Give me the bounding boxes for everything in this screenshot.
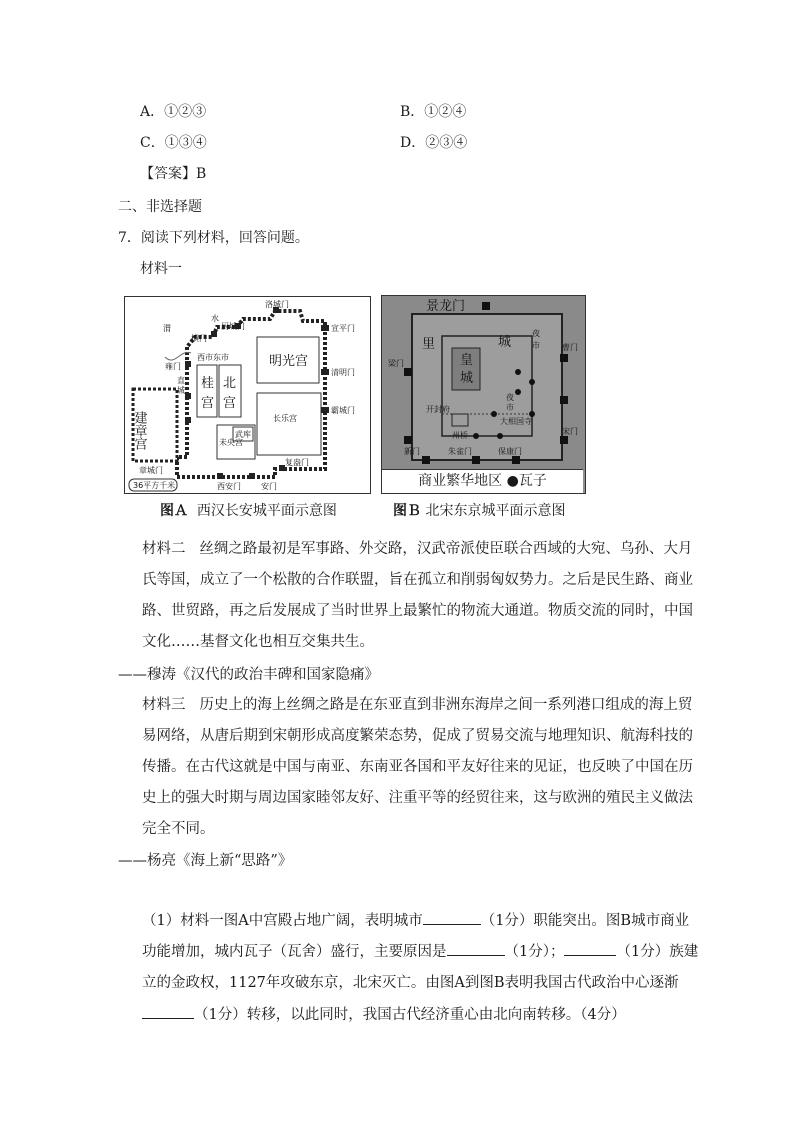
figure-a-caption-text: 西汉长安城平面示意图: [196, 503, 337, 519]
dongjing-map-svg: [382, 296, 585, 471]
label-baokang-gate: 保康门: [498, 447, 522, 456]
material-3-text-1: 历史上的海上丝绸之路是在东亚直到非洲东海岸之间一系列港口组成的海上贸: [199, 697, 693, 713]
question-1-text-2: （1分）职能突出。图B城市商业: [480, 913, 690, 929]
material-3-line-5: 完全不同。: [142, 821, 215, 837]
label-zhangcheng-gate: 章城门: [139, 466, 163, 475]
material-2-source: ——穆涛《汉代的政治丰碑和国家隐痛》: [118, 667, 379, 683]
label-anmen: 安门: [261, 482, 277, 491]
label-bei-gong: 宫: [223, 396, 237, 411]
label-wuku: 武库: [235, 430, 251, 439]
label-liang-gate: 梁门: [388, 359, 404, 368]
label-shui: 水: [211, 314, 219, 323]
figure-a-caption-letter: 图Ａ: [160, 503, 188, 519]
material-3-line-1: [142, 690, 692, 721]
question-1-line-3: 立的金政权，1127年攻破东京，北宋灭亡。由图A到图B表明我国古代政治中心逐渐: [142, 975, 679, 991]
label-cao-gate: 曹门: [562, 343, 578, 352]
label-huang-cheng: 城: [460, 371, 474, 386]
label-xian-gate: 西安门: [217, 482, 241, 491]
question-1-text-1: （1）材料一图A中宫殿占地广阔，表明城市: [142, 913, 423, 929]
label-li: 里: [422, 337, 436, 352]
label-kaifeng-fu: 开封府: [426, 405, 450, 414]
answer-blank-2[interactable]: [447, 941, 505, 956]
material-2-line-1: [142, 534, 692, 565]
answer-blank-4[interactable]: [142, 1004, 194, 1019]
material-3-source: ——杨亮《海上新“思路”》: [118, 853, 293, 869]
label-zhi: 直: [177, 376, 185, 385]
label-jianzhang-palace: 建章宫: [131, 411, 147, 450]
option-b: B．①②④: [400, 104, 467, 120]
figure-b-legend: 商业繁华地区 ●瓦子: [382, 469, 583, 493]
label-gui-gong: 宫: [201, 396, 215, 411]
question-1-text-5: （1分）族建: [616, 944, 699, 960]
label-huang: 皇: [460, 353, 474, 368]
label-fuang-gate: 复盎门: [285, 458, 309, 467]
material-2-line-3: 路、世贸路，再之后发展成了当时世界上最繁忙的物流大通道。物质交流的同时，中国: [142, 603, 693, 619]
answer-blank-1[interactable]: [423, 910, 481, 925]
material-3-line-2: 易网络，从唐后期到宋朝形成高度繁荣态势，促成了贸易交流与地理知识、航海科技的: [142, 728, 693, 744]
option-d: D．②③④: [400, 135, 468, 151]
figure-b-caption-letter: 图Ｂ: [393, 503, 421, 519]
label-ye: 夜: [532, 329, 540, 338]
question-7-stem: 7．阅读下列材料，回答问题。: [118, 230, 309, 246]
question-1-line-1: [142, 906, 689, 937]
figure-a-caption: [160, 500, 337, 520]
label-shi: 市: [532, 341, 540, 350]
question-1-text-4: （1分）；: [504, 944, 565, 960]
label-cheng: 城: [177, 386, 185, 395]
label-ye-2: 夜: [506, 393, 514, 402]
material-2-label: 材料二: [142, 541, 186, 557]
label-jinglong-gate: 景龙门: [426, 299, 466, 314]
figure-b-caption: [393, 500, 565, 520]
label-yong-gate: 雍门: [165, 362, 181, 371]
question-1-text-3: 功能增加，城内瓦子（瓦舍）盛行，主要原因是: [142, 944, 447, 960]
material-3-line-4: 史上的强大时期与周边国家睦邻友好、注重平等的经贸往来，这与欧洲的殖民主义做法: [142, 790, 693, 806]
label-bacheng-gate: 霸城门: [331, 406, 355, 415]
label-chucheng-gate: 厨城门: [221, 322, 245, 331]
figure-b-caption-text: 北宋东京城平面示意图: [425, 503, 566, 519]
option-a: A．①②③: [140, 104, 207, 120]
label-xuanping-gate: 宣平门: [331, 324, 355, 333]
material-1-label: 材料一: [140, 261, 182, 277]
label-heng-gate: 横门: [191, 334, 207, 343]
material-3-label: 材料三: [142, 697, 186, 713]
label-xishi-dongshi: 西市东市: [197, 353, 229, 362]
section-title: 二、非选择题: [118, 199, 202, 215]
label-luocheng-gate: 洛城门: [265, 300, 289, 309]
material-2-line-4: 文化……基督文化也相互交集共生。: [142, 634, 374, 650]
figure-b-map: [381, 295, 586, 494]
changan-map-svg: [125, 297, 370, 493]
label-song-gate: 宋门: [562, 427, 578, 436]
label-zhou-bridge: 州桥: [452, 431, 468, 440]
label-daxiangguo-temple: 大相国寺: [500, 417, 532, 426]
label-weiyang-palace: 未央宫: [219, 438, 243, 447]
answer-blank-3[interactable]: [564, 941, 616, 956]
material-3-line-3: 传播。在古代这就是中国与南亚、东南亚各国和平友好往来的见证，也反映了中国在历: [142, 759, 693, 775]
question-1-text-6: （1分）转移，以此同时，我国古代经济重心由北向南转移。（4分）: [194, 1007, 626, 1023]
material-2-line-2: 氏等国，成立了一个松散的合作联盟，旨在孤立和削弱匈奴势力。之后是民生路、商业: [142, 572, 693, 588]
label-zhuque-gate: 朱雀门: [448, 447, 472, 456]
label-bei: 北: [223, 376, 237, 391]
label-cheng: 城: [498, 335, 512, 350]
label-wei: 渭: [163, 324, 171, 333]
label-gui: 桂: [201, 376, 215, 391]
answer: 【答案】B: [140, 166, 207, 182]
figure-a-map: [124, 296, 371, 494]
option-c: C．①③④: [140, 135, 207, 151]
question-1-line-4: [142, 1000, 626, 1031]
label-changle-palace: 长乐宫: [273, 414, 297, 423]
material-2-text-1: 丝绸之路最初是军事路、外交路，汉武帝派使臣联合西域的大宛、乌孙、大月: [199, 541, 693, 557]
label-xin-gate: 新门: [404, 447, 420, 456]
label-mingguang-palace: 明光宫: [269, 354, 309, 369]
label-shi-2: 市: [506, 403, 514, 412]
label-scale: 36平方千米: [133, 481, 176, 490]
label-qingming-gate: 清明门: [331, 368, 355, 377]
question-1-line-2: [142, 937, 698, 968]
